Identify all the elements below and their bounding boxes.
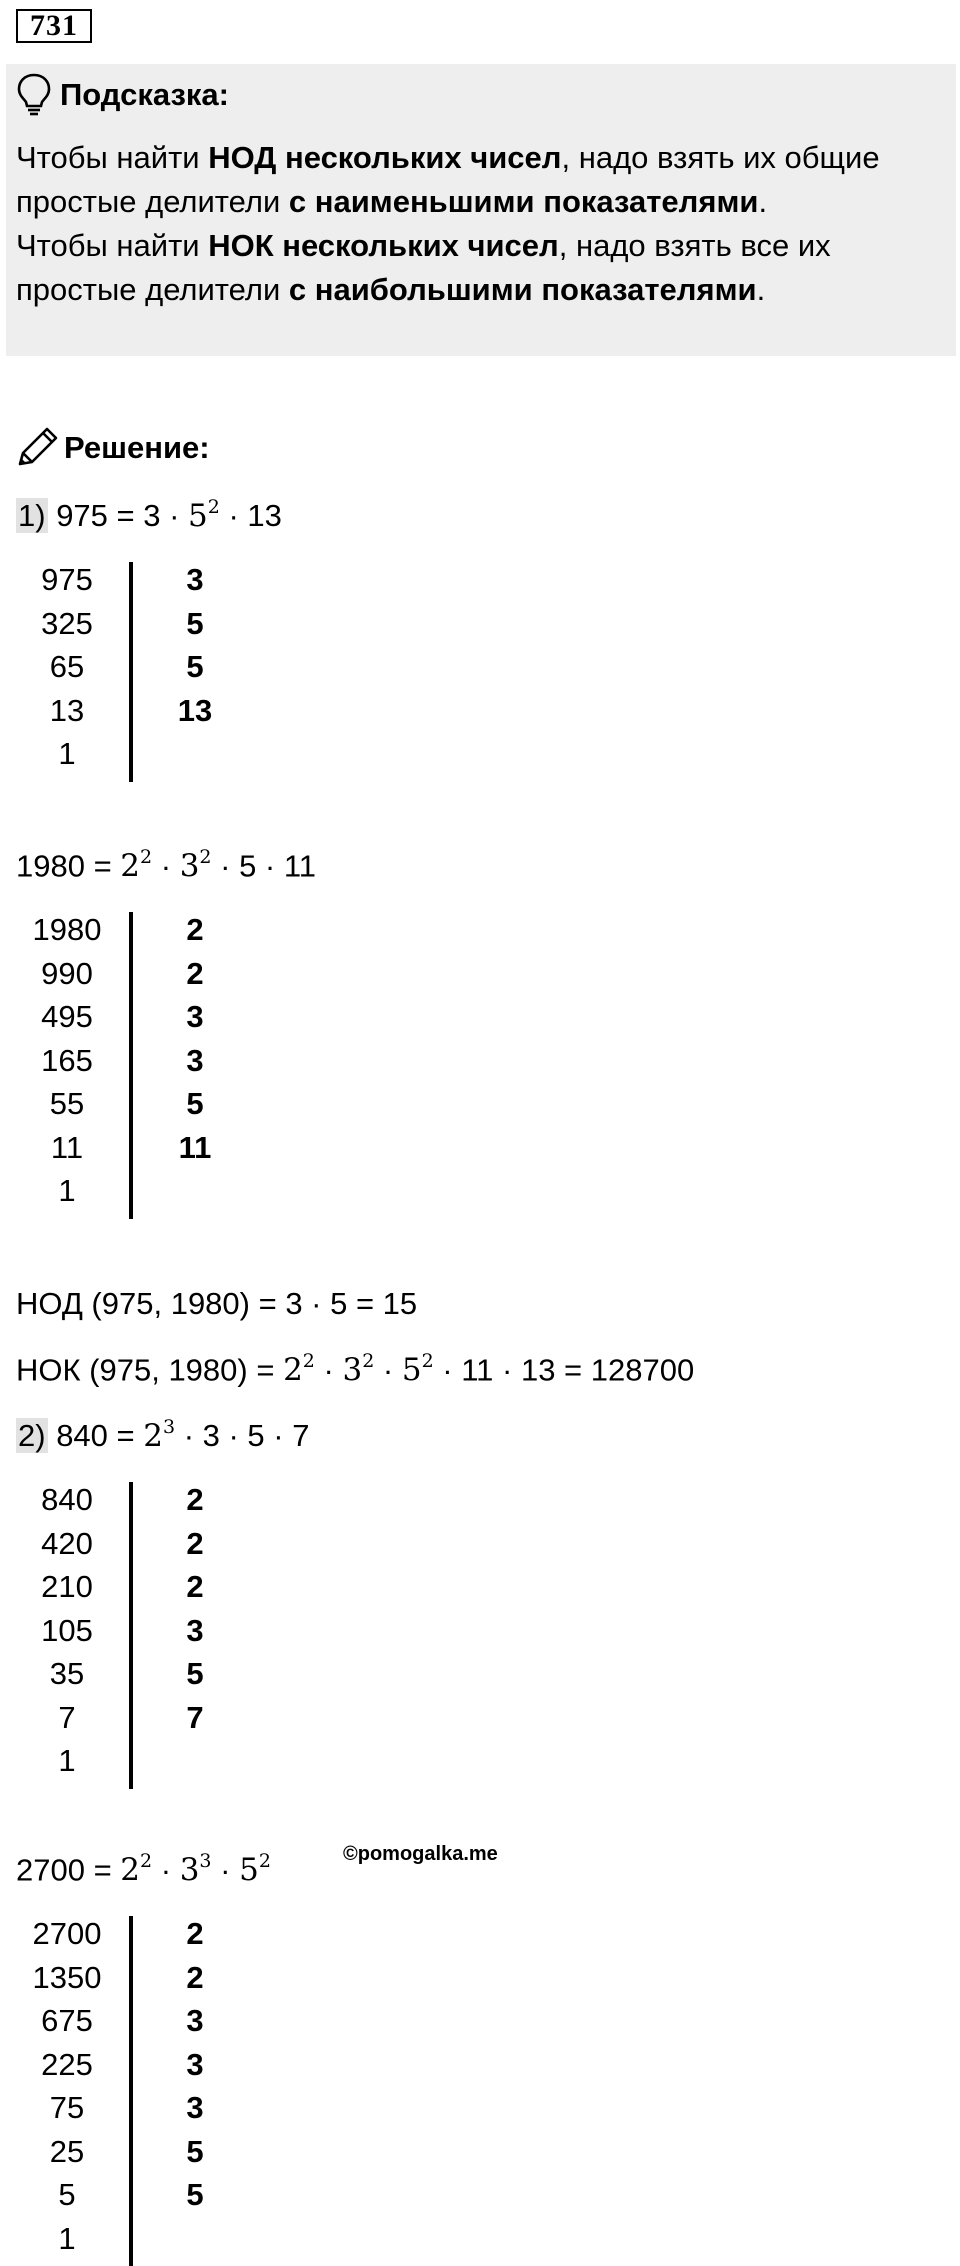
- dividend-value: 2700: [32, 1916, 102, 1951]
- prime-factor: 2: [186, 1569, 204, 1604]
- dividend-value: 13: [49, 692, 85, 728]
- power-term: $2^2$: [120, 846, 153, 885]
- factor-table-840: [0, 1482, 300, 1792]
- power-term: $2^2$: [283, 1350, 315, 1389]
- prime-factor: 3: [186, 2090, 204, 2125]
- power-term: $5^2$: [239, 1850, 271, 1889]
- prime-factor: 3: [186, 1042, 204, 1078]
- power-term: $3^2$: [179, 846, 212, 885]
- dividend-value: 210: [41, 1569, 93, 1604]
- prime-factor: 2: [186, 912, 204, 947]
- divider-line: [129, 1482, 133, 1789]
- dividend-value: 1: [58, 736, 76, 771]
- hint-line: [16, 140, 880, 176]
- text: .: [756, 272, 766, 307]
- bold-text: с наибольшими показателями: [288, 272, 757, 307]
- power-term: $2^2$: [120, 1850, 153, 1889]
- equation-text: ·: [211, 1852, 240, 1888]
- equation-1980: [16, 848, 316, 884]
- prime-factor: 2: [186, 1916, 204, 1951]
- dividend-value: 105: [41, 1612, 93, 1648]
- factor-table-975: [0, 562, 300, 782]
- power-term: $5^2$: [188, 496, 220, 535]
- hint-line: [16, 184, 767, 220]
- dividend-value: 35: [49, 1656, 85, 1691]
- text: .: [758, 184, 768, 219]
- equation-text: НОК (975, 1980) =: [16, 1352, 284, 1388]
- factor-table-1980: [0, 912, 300, 1222]
- equation-text: НОД (975, 1980) = 3 · 5 = 15: [16, 1286, 418, 1321]
- equation-text: 1980 =: [16, 848, 121, 884]
- part-2-label: 2): [18, 1418, 46, 1454]
- prime-factor: 2: [186, 1959, 204, 1995]
- factor-table-2700: [0, 1916, 300, 2265]
- dividend-value: 25: [49, 2133, 85, 2169]
- divider-line: [129, 912, 133, 1219]
- dividend-value: 325: [41, 605, 93, 641]
- equation-2700: [16, 1852, 271, 1888]
- text: Чтобы найти: [16, 228, 209, 263]
- dividend-value: 55: [49, 1086, 85, 1121]
- prime-factor: 3: [186, 1612, 204, 1648]
- dividend-value: 990: [41, 955, 93, 991]
- prime-factor: 2: [186, 1482, 204, 1517]
- dividend-value: 495: [41, 999, 93, 1034]
- equation-975-body: [48, 498, 282, 533]
- dividend-value: 1: [58, 1743, 76, 1778]
- dividend-value: 420: [41, 1525, 93, 1561]
- equation-840-body: [48, 1418, 310, 1453]
- equation-text: ·: [152, 1852, 180, 1888]
- hint-line: [16, 272, 765, 308]
- text: Чтобы найти: [16, 140, 209, 175]
- equation-text: 975 = 3 ·: [47, 498, 189, 534]
- dividend-value: 75: [49, 2090, 85, 2125]
- dividend-value: 7: [58, 1699, 76, 1735]
- solution-title: Решение:: [64, 430, 210, 465]
- dividend-value: 1350: [32, 1959, 102, 1995]
- power-term: $3^2$: [342, 1350, 375, 1389]
- prime-factor: 2: [186, 1525, 204, 1561]
- bold-text: с наименьшими показателями: [288, 184, 759, 219]
- prime-factor: 5: [186, 2133, 204, 2169]
- dividend-value: 675: [41, 2003, 93, 2038]
- bold-text: НОД нескольких чисел: [208, 140, 562, 175]
- prime-factor: 7: [186, 1699, 204, 1735]
- equation-text: 840 =: [47, 1418, 144, 1454]
- prime-factor: 3: [186, 562, 204, 597]
- divider-line: [129, 562, 133, 782]
- equation-text: ·: [374, 1352, 402, 1388]
- dividend-value: 225: [41, 2046, 93, 2082]
- equation-nok: [16, 1352, 694, 1388]
- dividend-value: 975: [41, 562, 93, 597]
- prime-factor: 3: [186, 2003, 204, 2038]
- text: , надо взять их общие: [561, 140, 880, 175]
- lightbulb-icon: [16, 72, 52, 116]
- dividend-value: 1: [58, 2220, 76, 2256]
- prime-factor: 5: [186, 2177, 204, 2212]
- text: простые делители: [16, 184, 289, 219]
- problem-number: 731: [16, 9, 92, 43]
- hint-line: [16, 228, 831, 264]
- equation-nod: [16, 1286, 417, 1322]
- power-term: $3^3$: [179, 1850, 212, 1889]
- prime-factor: 13: [177, 692, 213, 728]
- dividend-value: 840: [41, 1482, 93, 1517]
- equation-text: · 3 · 5 · 7: [175, 1418, 310, 1454]
- equation-text: · 5 · 11: [211, 848, 317, 884]
- equation-975: [16, 498, 282, 534]
- prime-factor: 2: [186, 955, 204, 991]
- prime-factor: 11: [178, 1129, 212, 1165]
- power-term: $2^3$: [143, 1416, 176, 1455]
- prime-factor: 3: [186, 999, 204, 1034]
- equation-text: ·: [152, 848, 180, 884]
- dividend-value: 165: [41, 1042, 93, 1078]
- watermark: ©pomogalka.me: [343, 1843, 498, 1865]
- bold-text: НОК нескольких чисел: [208, 228, 559, 263]
- text: , надо взять все их: [558, 228, 831, 263]
- hint-title: Подсказка:: [60, 77, 229, 112]
- prime-factor: 5: [186, 605, 204, 641]
- equation-text: · 13: [219, 498, 282, 534]
- dividend-value: 1980: [32, 912, 102, 947]
- equation-text: ·: [314, 1352, 343, 1388]
- pencil-icon: [14, 426, 60, 470]
- part-1-label: 1): [18, 498, 46, 534]
- equation-text: 2700 =: [16, 1852, 121, 1888]
- equation-text: · 11 · 13 = 128700: [433, 1352, 695, 1388]
- prime-factor: 5: [186, 1086, 204, 1121]
- power-term: $5^2$: [401, 1350, 434, 1389]
- text: простые делители: [16, 272, 289, 307]
- dividend-value: 1: [58, 1173, 76, 1208]
- equation-840: [16, 1418, 309, 1454]
- dividend-value: 5: [58, 2177, 76, 2212]
- prime-factor: 3: [186, 2046, 204, 2082]
- dividend-value: 11: [50, 1129, 84, 1165]
- prime-factor: 5: [186, 649, 204, 684]
- prime-factor: 5: [186, 1656, 204, 1691]
- dividend-value: 65: [49, 649, 85, 684]
- divider-line: [129, 1916, 133, 2266]
